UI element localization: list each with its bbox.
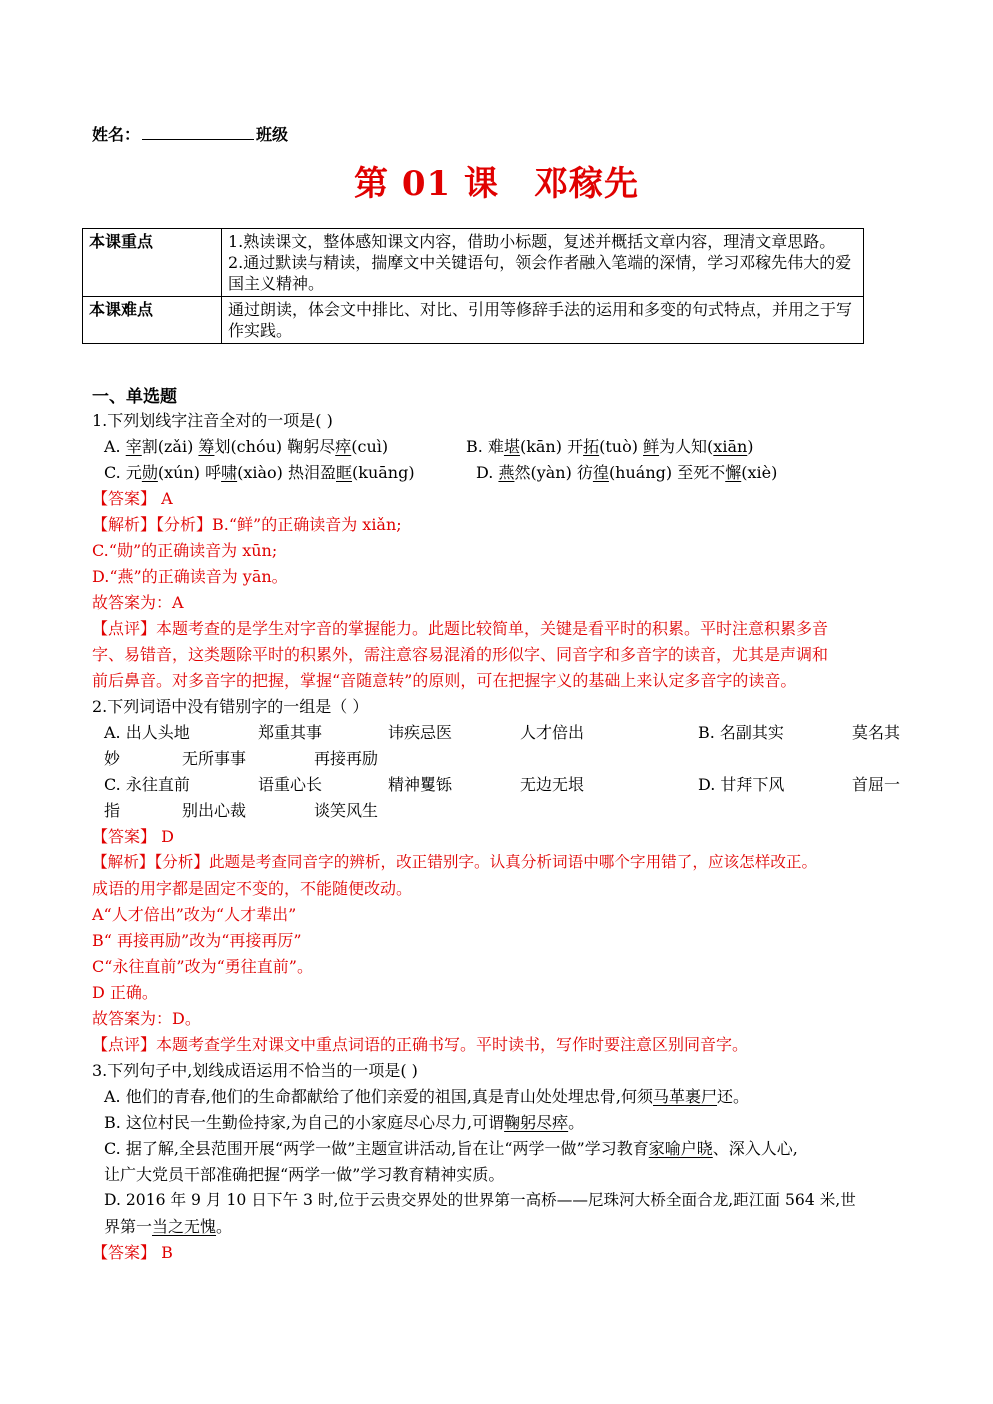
difficulty-row	[83, 297, 864, 344]
q1-c-underlined: 勋	[141, 463, 158, 482]
q2-fix-3: C“永往直前”改为“勇往直前”。	[92, 957, 313, 976]
q2-b-3: 无所事事	[182, 749, 247, 768]
q2-c-2: 语重心长	[258, 775, 323, 794]
q1-c-text: C. 元	[104, 463, 142, 482]
q1-d-text: (huáng) 至死不	[608, 463, 726, 482]
q2-answer: 【答案】 D	[92, 827, 174, 846]
q3-d-text: 。	[216, 1217, 233, 1236]
q3-a-underlined: 马革裹尸	[653, 1087, 718, 1106]
q1-b-underlined: 拓	[583, 437, 600, 456]
name-blank[interactable]	[142, 125, 254, 140]
q3-option-a	[104, 1084, 749, 1107]
q2-a-2: 郑重其事	[258, 723, 323, 742]
q2-b-1: B. 名副其实	[698, 723, 784, 742]
q1-option-a	[104, 434, 388, 457]
q1-d-underlined: 懈	[725, 463, 742, 482]
page-title: 第 01 课 邓稼先	[354, 164, 639, 204]
q2-d-2-cont: 指	[104, 801, 121, 820]
q2-a-1: A. 出人头地	[104, 723, 190, 742]
difficulty-label: 本课难点	[83, 297, 222, 344]
focus-item-2: 2.通过默读与精读，揣摩文中关键语句，领会作者融入笔端的深情，学习邓稼先伟大的爱国主义精神。	[228, 253, 852, 293]
q2-d-1: D. 甘拜下风	[698, 775, 785, 794]
q1-b-text: 为人知(	[659, 437, 714, 456]
q3-b-underlined: 鞠躬尽瘁	[504, 1113, 569, 1132]
q2-a-4: 人才倍出	[520, 723, 585, 742]
q3-stem: 3.下列句子中,划线成语运用不恰当的一项是( )	[92, 1061, 418, 1080]
q1-d-underlined: 徨	[592, 463, 609, 482]
q3-option-d-line1: D. 2016 年 9 月 10 日下午 3 时,位于云贵交界处的世界第一高桥——尼珠河大桥全面合龙,距江面 564 米,世	[104, 1191, 856, 1209]
q2-fix-4: D 正确。	[92, 983, 158, 1002]
q1-a-underlined: 筹	[198, 437, 215, 456]
q1-comment-3: 前后鼻音。对多音字的把握，掌握“音随意转”的原则，可在把握字义的基础上来认定多音字的读音。	[92, 671, 797, 690]
q1-d-text: D.	[476, 463, 499, 482]
q2-c-4: 无边无垠	[520, 775, 585, 794]
class-label: 班级	[256, 125, 289, 144]
q1-a-text: 划(chóu) 鞠躬尽	[214, 437, 336, 456]
q2-c-1: C. 永往直前	[104, 775, 190, 794]
q2-conclusion: 故答案为：D。	[92, 1009, 201, 1028]
focus-row	[83, 229, 864, 297]
q1-a-underlined: 宰	[125, 437, 142, 456]
q2-c-3: 精神矍铄	[388, 775, 453, 794]
q3-b-text: B. 这位村民一生勤俭持家,为自己的小家庭尽心尽力,可谓	[104, 1113, 505, 1132]
q2-analysis-1: 【解析】【分析】此题是考查同音字的辨析，改正错别字。认真分析词语中哪个字用错了，应该怎样改正。	[92, 853, 818, 871]
q1-option-d	[476, 460, 777, 483]
q1-analysis-3: D.“燕”的正确读音为 yān。	[92, 567, 288, 586]
q2-d-3: 别出心裁	[182, 801, 247, 820]
q1-c-text: (kuāng)	[352, 463, 415, 482]
q2-analysis-2: 成语的用字都是固定不变的，不能随便改动。	[92, 879, 413, 898]
q1-b-text: (tuò)	[599, 437, 644, 456]
q1-conclusion: 故答案为：A	[92, 593, 184, 612]
q1-comment-2: 字、易错音，这类题除平时的积累外，需注意容易混淆的形似字、同音字和多音字的读音，尤其是声调和	[92, 645, 829, 664]
q3-b-text: 。	[568, 1113, 585, 1132]
focus-item-1: 1.熟读课文，整体感知课文内容，借助小标题，复述并概括文章内容，理清文章思路。	[228, 232, 836, 251]
q1-a-text: A.	[104, 437, 126, 456]
q2-stem: 2.下列词语中没有错别字的一组是（ ）	[92, 697, 369, 716]
q1-analysis-2: C.“勋”的正确读音为 xūn;	[92, 541, 278, 560]
q1-a-text: (cuì)	[351, 437, 389, 456]
q1-d-text: 然(yàn) 彷	[514, 463, 593, 482]
q1-answer: 【答案】 A	[92, 489, 173, 508]
q2-b-4: 再接再励	[314, 749, 379, 768]
focus-label: 本课重点	[83, 229, 222, 297]
q1-a-underlined: 瘁	[335, 437, 352, 456]
q3-c-text: 、深入人心,	[712, 1139, 798, 1158]
q1-b-underlined: xiān	[713, 437, 748, 456]
q1-comment-1: 【点评】本题考查的是学生对字音的掌握能力。此题比较简单，关键是看平时的积累。平时注意积累多音	[92, 619, 829, 638]
q1-c-underlined: 眶	[336, 463, 353, 482]
q1-b-text: (kān) 开	[519, 437, 584, 456]
q3-option-d-line2	[104, 1214, 232, 1237]
q1-c-underlined: 啸	[221, 463, 238, 482]
q1-d-text: (xiè)	[741, 463, 778, 482]
q1-c-text: (xiào) 热泪盈	[237, 463, 336, 482]
q3-option-b	[104, 1110, 584, 1133]
focus-content	[222, 229, 864, 297]
q1-analysis-1: 【解析】【分析】B.“鲜”的正确读音为 xiǎn;	[92, 515, 402, 534]
q1-b-text: )	[747, 437, 754, 456]
q3-option-c-line2: 让广大党员干部准确把握“两学一做”学习教育精神实质。	[104, 1165, 505, 1184]
difficulty-content: 通过朗读，体会文中排比、对比、引用等修辞手法的运用和多变的句式特点，并用之于写作实践。	[222, 297, 864, 344]
q2-d-2: 首屈一	[852, 775, 901, 794]
q1-d-underlined: 燕	[498, 463, 515, 482]
q3-d-underlined: 当之无愧	[152, 1217, 217, 1236]
q1-b-underlined: 鲜	[643, 437, 660, 456]
lesson-key-table	[82, 228, 864, 344]
q1-stem: 1.下列划线字注音全对的一项是( )	[92, 411, 333, 430]
section-title: 一、单选题	[92, 387, 177, 407]
q3-option-c	[104, 1136, 798, 1159]
q1-option-b	[466, 434, 754, 457]
q3-a-text: A. 他们的青春,他们的生命都献给了他们亲爱的祖国,真是青山处处埋忠骨,何须	[104, 1087, 653, 1106]
q2-b-2: 莫名其	[852, 723, 901, 742]
q1-b-underlined: 堪	[503, 437, 520, 456]
q3-c-text: C. 据了解,全县范围开展“两学一做”主题宣讲活动,旨在让“两学一做”学习教育	[104, 1139, 649, 1158]
q2-fix-2: B“ 再接再励”改为“再接再厉”	[92, 931, 302, 950]
q2-b-2-cont: 妙	[104, 749, 121, 768]
q3-answer: 【答案】 B	[92, 1243, 173, 1262]
q1-option-c	[104, 460, 415, 483]
q3-c-underlined: 家喻户晓	[648, 1139, 713, 1158]
q1-c-text: (xún) 呼	[157, 463, 222, 482]
q3-a-text: 还。	[717, 1087, 750, 1106]
name-label: 姓名：	[92, 125, 141, 144]
q3-d-text: 界第一	[104, 1217, 153, 1236]
q1-b-text: B. 难	[466, 437, 504, 456]
q2-comment: 【点评】本题考查学生对课文中重点词语的正确书写。平时读书，写作时要注意区别同音字。	[92, 1035, 749, 1054]
q2-a-3: 讳疾忌医	[388, 723, 453, 742]
q1-a-text: 割(zǎi)	[141, 437, 199, 456]
name-class-line	[92, 122, 288, 145]
q2-d-4: 谈笑风生	[314, 801, 379, 820]
q2-fix-1: A“人才倍出”改为“人才辈出”	[92, 905, 297, 924]
